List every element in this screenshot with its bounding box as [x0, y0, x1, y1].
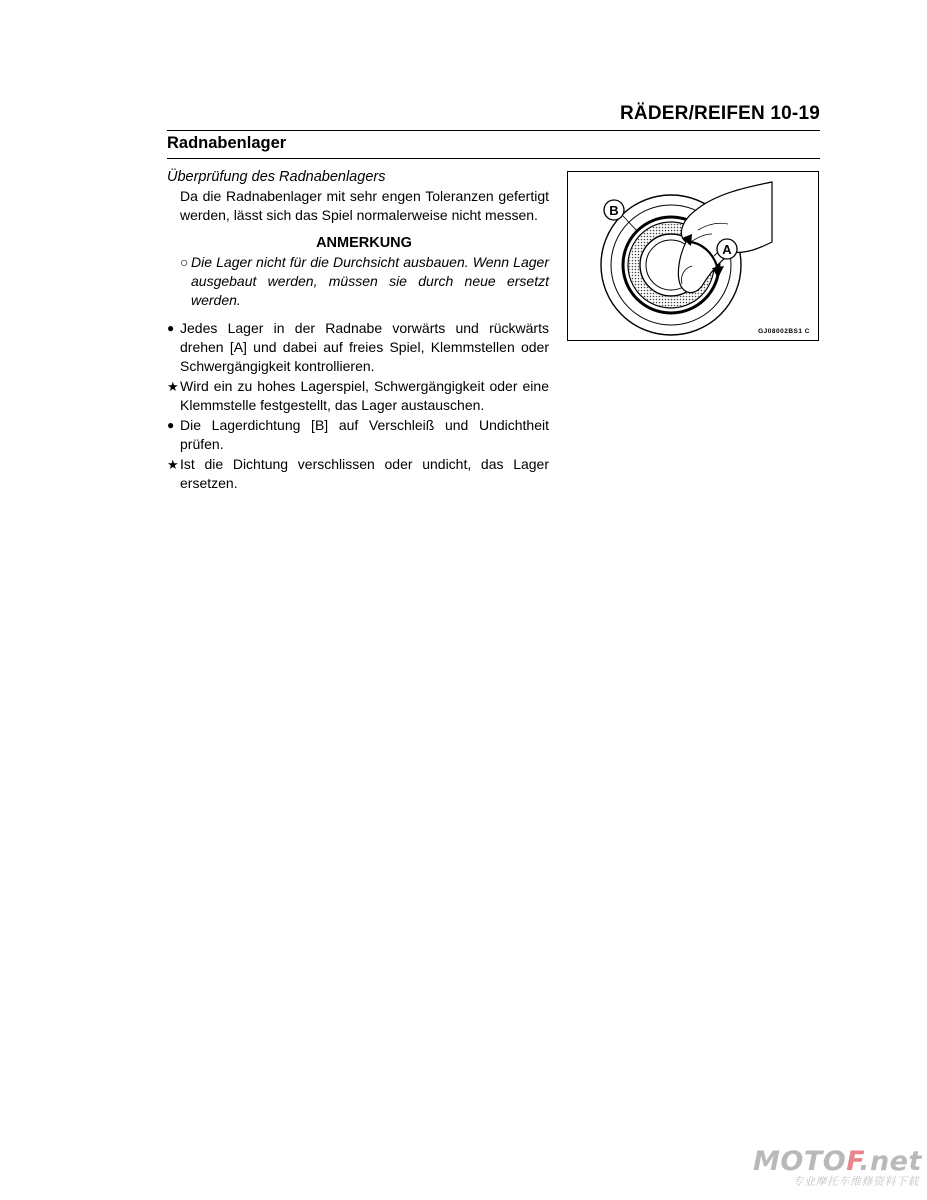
page-header-title: RÄDER/REIFEN 10-19: [620, 103, 820, 124]
section-rule: [167, 158, 820, 159]
star-bullet-icon: ★: [167, 457, 179, 472]
watermark-logo: [753, 1146, 922, 1177]
watermark-subtitle: 专业摩托车维修资料下载: [792, 1176, 919, 1188]
list-item: [167, 455, 549, 493]
list-item-text: Wird ein zu hohes Lagerspiel, Schwergängigkeit oder eine Klemmstelle festgestellt, das Lager austauschen.: [180, 378, 549, 413]
section-title: Radnabenlager: [167, 134, 287, 152]
leader-line-b: [623, 216, 638, 232]
bearing-drawing: [568, 172, 820, 342]
text-column: [167, 168, 549, 494]
instruction-list: [167, 319, 549, 493]
intro-paragraph: Da die Radnabenlager mit sehr engen Toleranzen gefertigt werden, lässt sich das Spiel normalerweise nicht messen.: [180, 188, 549, 223]
star-bullet-icon: ★: [167, 379, 179, 394]
watermark-suffix: .net: [859, 1146, 922, 1177]
bearing-illustration: [567, 171, 819, 341]
note-text-block: [167, 253, 549, 310]
note-text: Die Lager nicht für die Durchsicht ausbauen. Wenn Lager ausgebaut werden, müssen sie durch neue ersetzt werden.: [191, 254, 549, 308]
list-item: [167, 377, 549, 415]
dot-bullet-icon: ●: [167, 418, 175, 432]
header-rule: [167, 130, 820, 131]
subsection-title: Überprüfung des Radnabenlagers: [167, 169, 386, 185]
list-item-text: Ist die Dichtung verschlissen oder undicht, das Lager ersetzen.: [180, 456, 549, 491]
list-item: [167, 319, 549, 376]
circle-bullet-icon: ○: [180, 254, 189, 270]
list-item: [167, 416, 549, 454]
dot-bullet-icon: ●: [167, 321, 175, 335]
figure-code: GJ08002BS1 C: [758, 328, 810, 335]
watermark-accent: F: [846, 1146, 860, 1177]
callout-a-label: A: [722, 242, 732, 257]
site-watermark: [753, 1146, 922, 1190]
list-item-text: Die Lagerdichtung [B] auf Verschleiß und Undichtheit prüfen.: [180, 417, 549, 452]
list-item-text: Jedes Lager in der Radnabe vorwärts und rückwärts drehen [A] und dabei auf freies Spiel, Klemmstellen oder Schwergängigkeit kontrollieren.: [180, 320, 549, 374]
callout-b-label: B: [609, 203, 619, 218]
watermark-prefix: MOTO: [753, 1146, 847, 1177]
note-title: ANMERKUNG: [316, 235, 412, 251]
